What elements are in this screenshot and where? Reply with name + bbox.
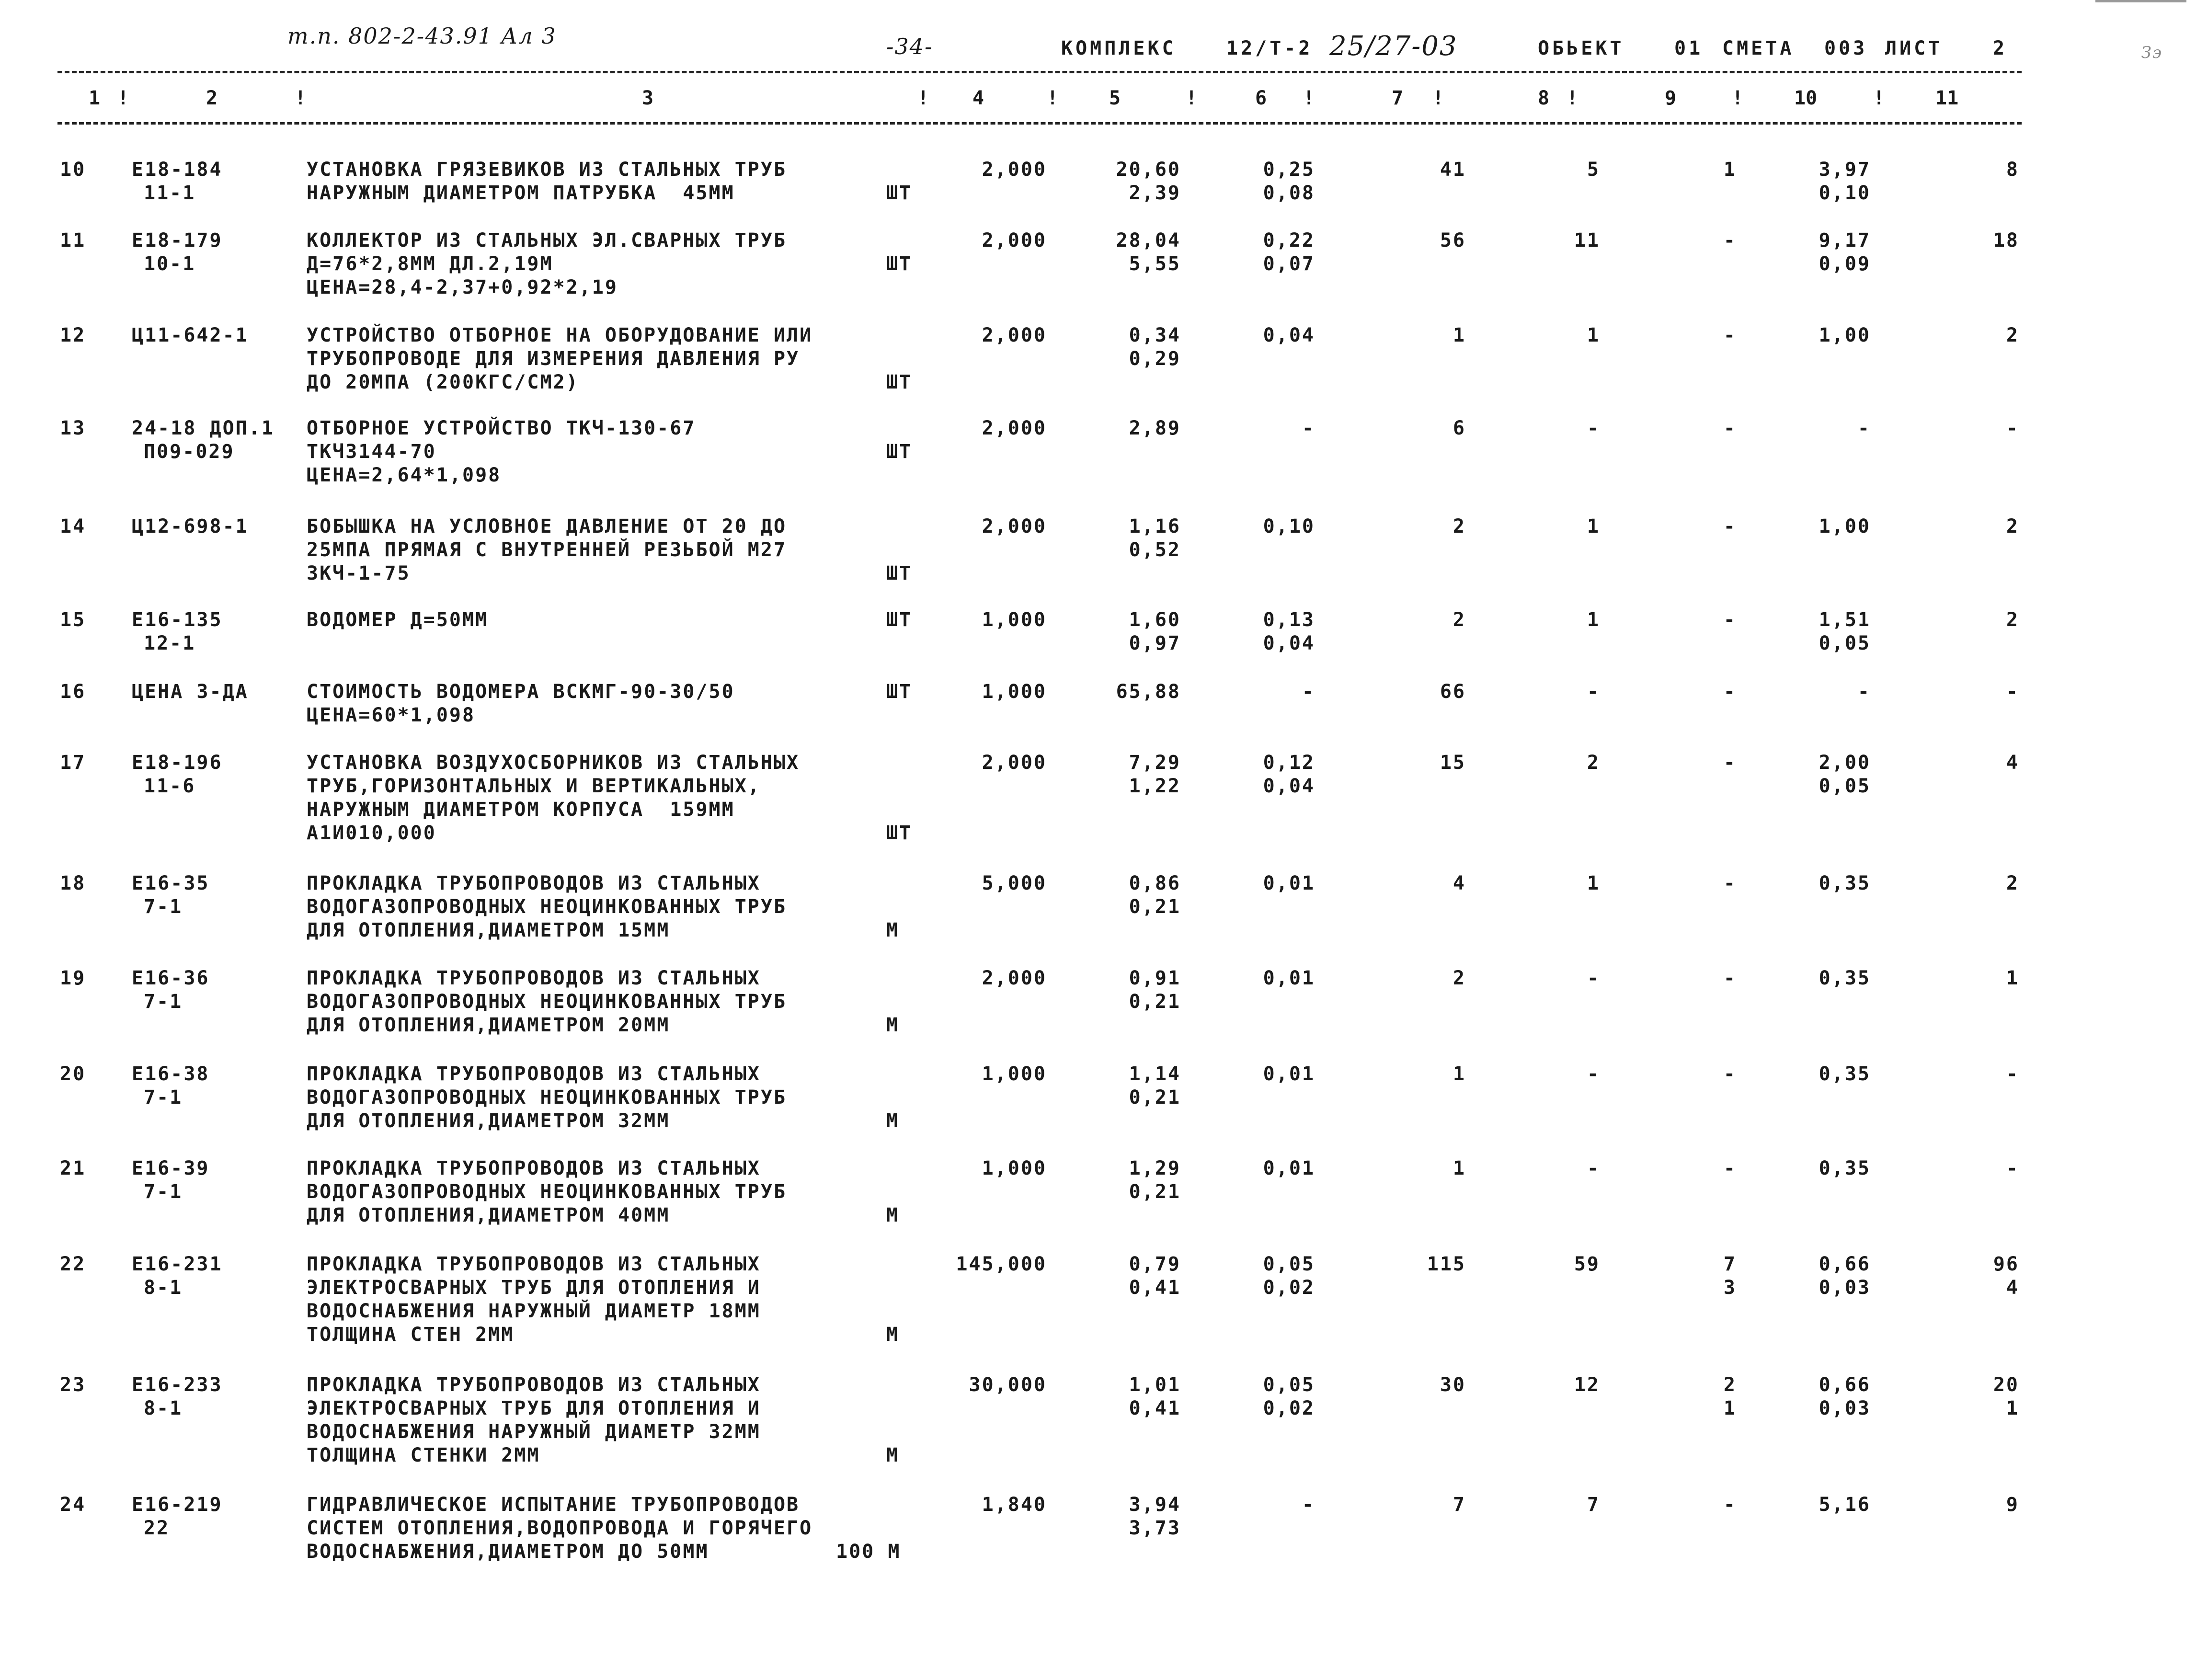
column-header-2: 2 xyxy=(206,87,218,109)
row-code: Е16-35 xyxy=(132,872,210,894)
row-col9: - xyxy=(1723,872,1737,894)
row-quantity: 2,000 xyxy=(982,752,1047,774)
row-description: НАРУЖНЫМ ДИАМЕТРОМ ПАТРУБКА 45ММ xyxy=(307,182,735,204)
row-code: Е16-38 xyxy=(132,1063,210,1085)
row-number: 17 xyxy=(60,752,86,774)
row-col11: 1 xyxy=(2006,1397,2019,1419)
row-col11: 1 xyxy=(2006,967,2019,989)
corner-rule xyxy=(2095,0,2186,2)
row-col7: 66 xyxy=(1440,681,1466,703)
row-col9: - xyxy=(1723,609,1737,631)
row-col5: 0,41 xyxy=(1129,1277,1181,1299)
row-col5: 1,22 xyxy=(1129,775,1181,797)
row-code: 11-6 xyxy=(144,775,196,797)
sheet-label: ЛИСТ xyxy=(1885,37,1943,59)
column-separator: ! xyxy=(1047,87,1059,109)
row-col9: 3 xyxy=(1723,1277,1737,1299)
row-code: Е18-184 xyxy=(132,159,223,181)
row-number: 12 xyxy=(60,324,86,346)
row-number: 21 xyxy=(60,1157,86,1179)
row-col5: 0,41 xyxy=(1129,1397,1181,1419)
row-code: Е16-233 xyxy=(132,1374,223,1396)
row-col10: 0,66 xyxy=(1819,1374,1871,1396)
row-quantity: 2,000 xyxy=(982,229,1047,251)
row-unit: 100 М xyxy=(836,1541,901,1563)
row-col10: - xyxy=(1857,681,1871,703)
row-col10: 0,66 xyxy=(1819,1253,1871,1275)
row-col5: 20,60 xyxy=(1116,159,1181,181)
row-description: ЭЛЕКТРОСВАРНЫХ ТРУБ ДЛЯ ОТОПЛЕНИЯ И xyxy=(307,1397,761,1419)
row-unit: ШТ xyxy=(886,822,913,844)
page-number: -34- xyxy=(886,34,933,59)
row-quantity: 2,000 xyxy=(982,324,1047,346)
row-description: Д=76*2,8ММ ДЛ.2,19М xyxy=(307,253,553,275)
row-col6: 0,05 xyxy=(1263,1374,1315,1396)
row-quantity: 2,000 xyxy=(982,417,1047,439)
row-col7: 7 xyxy=(1453,1494,1466,1516)
row-description: ПРОКЛАДКА ТРУБОПРОВОДОВ ИЗ СТАЛЬНЫХ xyxy=(307,1063,761,1085)
row-code: 24-18 ДОП.1 xyxy=(132,417,274,439)
row-col5: 0,29 xyxy=(1129,348,1181,370)
row-number: 19 xyxy=(60,967,86,989)
row-col6: - xyxy=(1302,1494,1315,1516)
row-col8: - xyxy=(1587,417,1600,439)
row-col11: 20 xyxy=(1993,1374,2019,1396)
row-col7: 15 xyxy=(1440,752,1466,774)
row-col10: 0,05 xyxy=(1819,632,1871,654)
row-unit: М xyxy=(886,1110,900,1132)
row-col9: - xyxy=(1723,752,1737,774)
row-description: ВОДОГАЗОПРОВОДНЫХ НЕОЦИНКОВАННЫХ ТРУБ xyxy=(307,991,787,1013)
row-col5: 1,16 xyxy=(1129,515,1181,537)
row-col8: - xyxy=(1587,1157,1600,1179)
row-quantity: 5,000 xyxy=(982,872,1047,894)
row-col5: 2,89 xyxy=(1129,417,1181,439)
row-description: ЭЛЕКТРОСВАРНЫХ ТРУБ ДЛЯ ОТОПЛЕНИЯ И xyxy=(307,1277,761,1299)
column-separator: ! xyxy=(295,87,307,109)
project-code: т.п. 802-2-43.91 Ал 3 xyxy=(287,23,557,49)
row-col11: 18 xyxy=(1993,229,2019,251)
row-code: 7-1 xyxy=(144,1086,183,1109)
row-description: ДЛЯ ОТОПЛЕНИЯ,ДИАМЕТРОМ 15ММ xyxy=(307,919,670,941)
row-number: 14 xyxy=(60,515,86,537)
row-col11: 4 xyxy=(2006,1277,2019,1299)
row-description: ЦЕНА=28,4-2,37+0,92*2,19 xyxy=(307,276,618,298)
corner-mark: Зэ xyxy=(2141,43,2162,62)
row-col8: 59 xyxy=(1574,1253,1600,1275)
row-quantity: 145,000 xyxy=(956,1253,1047,1275)
row-col7: 1 xyxy=(1453,1063,1466,1085)
row-col7: 1 xyxy=(1453,324,1466,346)
row-col7: 2 xyxy=(1453,515,1466,537)
row-number: 15 xyxy=(60,609,86,631)
row-col11: 9 xyxy=(2006,1494,2019,1516)
row-col5: 2,39 xyxy=(1129,182,1181,204)
row-col5: 3,94 xyxy=(1129,1494,1181,1516)
row-col7: 4 xyxy=(1453,872,1466,894)
row-number: 24 xyxy=(60,1494,86,1516)
row-description: ВОДОГАЗОПРОВОДНЫХ НЕОЦИНКОВАННЫХ ТРУБ xyxy=(307,896,787,918)
row-col5: 1,14 xyxy=(1129,1063,1181,1085)
estimate-code: 003 xyxy=(1824,37,1868,59)
row-col6: - xyxy=(1302,417,1315,439)
row-description: ДЛЯ ОТОПЛЕНИЯ,ДИАМЕТРОМ 32ММ xyxy=(307,1110,670,1132)
row-unit: М xyxy=(886,919,900,941)
row-description: ПРОКЛАДКА ТРУБОПРОВОДОВ ИЗ СТАЛЬНЫХ xyxy=(307,967,761,989)
row-col9: - xyxy=(1723,229,1737,251)
row-description: НАРУЖНЫМ ДИАМЕТРОМ КОРПУСА 159ММ xyxy=(307,799,735,821)
row-col5: 0,21 xyxy=(1129,991,1181,1013)
row-col8: 5 xyxy=(1587,159,1600,181)
row-col5: 7,29 xyxy=(1129,752,1181,774)
column-separator: ! xyxy=(1432,87,1444,109)
row-col7: 30 xyxy=(1440,1374,1466,1396)
row-quantity: 2,000 xyxy=(982,967,1047,989)
row-col10: 0,10 xyxy=(1819,182,1871,204)
row-code: 10-1 xyxy=(144,253,196,275)
row-description: ВОДОСНАБЖЕНИЯ НАРУЖНЫЙ ДИАМЕТР 18ММ xyxy=(307,1300,761,1322)
row-description: УСТАНОВКА ГРЯЗЕВИКОВ ИЗ СТАЛЬНЫХ ТРУБ xyxy=(307,159,787,181)
row-col9: - xyxy=(1723,967,1737,989)
row-description: ТОЛЩИНА СТЕН 2ММ xyxy=(307,1324,515,1346)
row-code: 8-1 xyxy=(144,1277,183,1299)
row-col10: 9,17 xyxy=(1819,229,1871,251)
row-description: ПРОКЛАДКА ТРУБОПРОВОДОВ ИЗ СТАЛЬНЫХ xyxy=(307,872,761,894)
row-col8: 1 xyxy=(1587,324,1600,346)
row-code: Е16-39 xyxy=(132,1157,210,1179)
row-col6: 0,10 xyxy=(1263,515,1315,537)
column-separator: ! xyxy=(1732,87,1744,109)
row-col11: - xyxy=(2006,681,2019,703)
row-number: 16 xyxy=(60,681,86,703)
row-number: 20 xyxy=(60,1063,86,1085)
row-col9: - xyxy=(1723,681,1737,703)
row-code: Е18-179 xyxy=(132,229,223,251)
row-col9: 7 xyxy=(1723,1253,1737,1275)
row-description: ЦЕНА=60*1,098 xyxy=(307,704,476,726)
row-col5: 0,21 xyxy=(1129,896,1181,918)
row-col6: 0,04 xyxy=(1263,324,1315,346)
complex-label: КОМПЛЕКС xyxy=(1061,37,1177,59)
row-description: ТРУБОПРОВОДЕ ДЛЯ ИЗМЕРЕНИЯ ДАВЛЕНИЯ РУ xyxy=(307,348,800,370)
row-col10: 0,35 xyxy=(1819,872,1871,894)
row-col10: 0,03 xyxy=(1819,1277,1871,1299)
row-quantity: 1,000 xyxy=(982,609,1047,631)
row-col6: 0,01 xyxy=(1263,872,1315,894)
column-separator: ! xyxy=(1303,87,1315,109)
row-col7: 41 xyxy=(1440,159,1466,181)
column-header-3: 3 xyxy=(642,87,654,109)
row-description: УСТРОЙСТВО ОТБОРНОЕ НА ОБОРУДОВАНИЕ ИЛИ xyxy=(307,324,813,346)
row-code: 12-1 xyxy=(144,632,196,654)
row-unit: ШТ xyxy=(886,182,913,204)
row-code: Ц12-698-1 xyxy=(132,515,249,537)
row-number: 22 xyxy=(60,1253,86,1275)
row-description: ВОДОСНАБЖЕНИЯ НАРУЖНЫЙ ДИАМЕТР 32ММ xyxy=(307,1421,761,1443)
row-quantity: 1,000 xyxy=(982,1063,1047,1085)
row-col10: 0,35 xyxy=(1819,967,1871,989)
row-quantity: 1,000 xyxy=(982,1157,1047,1179)
row-col10: - xyxy=(1857,417,1871,439)
row-unit: М xyxy=(886,1444,900,1466)
row-code: П09-029 xyxy=(144,441,235,463)
row-col5: 0,86 xyxy=(1129,872,1181,894)
row-col7: 1 xyxy=(1453,1157,1466,1179)
row-col9: - xyxy=(1723,1157,1737,1179)
row-col6: 0,04 xyxy=(1263,775,1315,797)
complex-code: 12/Т-2 xyxy=(1226,37,1313,59)
row-col5: 5,55 xyxy=(1129,253,1181,275)
row-col5: 0,91 xyxy=(1129,967,1181,989)
estimate-label: СМЕТА xyxy=(1722,37,1795,59)
row-col5: 0,34 xyxy=(1129,324,1181,346)
row-description: ПРОКЛАДКА ТРУБОПРОВОДОВ ИЗ СТАЛЬНЫХ xyxy=(307,1253,761,1275)
column-header-7: 7 xyxy=(1392,87,1404,109)
row-code: Е16-36 xyxy=(132,967,210,989)
row-description: КОЛЛЕКТОР ИЗ СТАЛЬНЫХ ЭЛ.СВАРНЫХ ТРУБ xyxy=(307,229,787,251)
complex-handwritten: 25/27-03 xyxy=(1329,31,1458,62)
row-number: 13 xyxy=(60,417,86,439)
row-description: ВОДОСНАБЖЕНИЯ,ДИАМЕТРОМ ДО 50ММ xyxy=(307,1541,709,1563)
row-col6: 0,04 xyxy=(1263,632,1315,654)
row-col6: 0,02 xyxy=(1263,1277,1315,1299)
row-col9: - xyxy=(1723,324,1737,346)
row-col9: - xyxy=(1723,1063,1737,1085)
row-col11: 2 xyxy=(2006,324,2019,346)
row-col7: 6 xyxy=(1453,417,1466,439)
column-header-1: 1 xyxy=(89,87,101,109)
row-col10: 5,16 xyxy=(1819,1494,1871,1516)
row-code: 7-1 xyxy=(144,991,183,1013)
row-unit: ШТ xyxy=(886,681,913,703)
row-code: Е16-135 xyxy=(132,609,223,631)
column-header-8: 8 xyxy=(1538,87,1550,109)
row-description: ГИДРАВЛИЧЕСКОЕ ИСПЫТАНИЕ ТРУБОПРОВОДОВ xyxy=(307,1494,800,1516)
row-col10: 0,35 xyxy=(1819,1063,1871,1085)
row-description: БОБЫШКА НА УСЛОВНОЕ ДАВЛЕНИЕ ОТ 20 ДО xyxy=(307,515,787,537)
row-col6: 0,25 xyxy=(1263,159,1315,181)
row-col5: 1,01 xyxy=(1129,1374,1181,1396)
column-header-10: 10 xyxy=(1794,87,1818,109)
row-col8: 1 xyxy=(1587,515,1600,537)
row-description: ТОЛЩИНА СТЕНКИ 2ММ xyxy=(307,1444,540,1466)
row-col8: 1 xyxy=(1587,609,1600,631)
row-unit: ШТ xyxy=(886,609,913,631)
row-col6: 0,12 xyxy=(1263,752,1315,774)
row-description: ТКЧ3144-70 xyxy=(307,441,436,463)
row-col8: 2 xyxy=(1587,752,1600,774)
header-rule-bottom xyxy=(57,122,2022,125)
row-quantity: 1,000 xyxy=(982,681,1047,703)
row-code: Е16-231 xyxy=(132,1253,223,1275)
column-header-5: 5 xyxy=(1109,87,1121,109)
row-col8: 11 xyxy=(1574,229,1600,251)
row-code: 8-1 xyxy=(144,1397,183,1419)
row-col5: 0,52 xyxy=(1129,539,1181,561)
row-col9: - xyxy=(1723,1494,1737,1516)
row-description: СТОИМОСТЬ ВОДОМЕРА ВСКМГ-90-30/50 xyxy=(307,681,735,703)
row-col6: 0,22 xyxy=(1263,229,1315,251)
row-col11: 96 xyxy=(1993,1253,2019,1275)
row-col8: - xyxy=(1587,967,1600,989)
row-code: 7-1 xyxy=(144,1181,183,1203)
row-quantity: 2,000 xyxy=(982,515,1047,537)
column-header-9: 9 xyxy=(1665,87,1677,109)
row-col11: 2 xyxy=(2006,872,2019,894)
row-description: ЦЕНА=2,64*1,098 xyxy=(307,464,502,486)
row-quantity: 1,840 xyxy=(982,1494,1047,1516)
row-col7: 56 xyxy=(1440,229,1466,251)
row-col6: 0,02 xyxy=(1263,1397,1315,1419)
row-col6: 0,07 xyxy=(1263,253,1315,275)
column-header-4: 4 xyxy=(972,87,984,109)
row-col7: 115 xyxy=(1427,1253,1466,1275)
row-unit: ШТ xyxy=(886,441,913,463)
row-description: А1И010,000 xyxy=(307,822,436,844)
row-col11: - xyxy=(2006,417,2019,439)
row-code: Ц11-642-1 xyxy=(132,324,249,346)
row-quantity: 2,000 xyxy=(982,159,1047,181)
row-description: ТРУБ,ГОРИЗОНТАЛЬНЫХ И ВЕРТИКАЛЬНЫХ, xyxy=(307,775,761,797)
row-description: УСТАНОВКА ВОЗДУХОСБОРНИКОВ ИЗ СТАЛЬНЫХ xyxy=(307,752,800,774)
column-separator: ! xyxy=(1567,87,1578,109)
row-col10: 2,00 xyxy=(1819,752,1871,774)
object-code: 01 xyxy=(1674,37,1704,59)
row-col11: 4 xyxy=(2006,752,2019,774)
row-unit: М xyxy=(886,1324,900,1346)
row-description: ЗКЧ-1-75 xyxy=(307,562,411,584)
row-col10: 3,97 xyxy=(1819,159,1871,181)
row-description: ВОДОМЕР Д=50ММ xyxy=(307,609,489,631)
row-col6: 0,01 xyxy=(1263,1063,1315,1085)
row-col9: - xyxy=(1723,515,1737,537)
row-description: ОТБОРНОЕ УСТРОЙСТВО ТКЧ-130-67 xyxy=(307,417,696,439)
row-col5: 1,60 xyxy=(1129,609,1181,631)
row-col8: - xyxy=(1587,1063,1600,1085)
row-col9: - xyxy=(1723,417,1737,439)
row-description: ВОДОГАЗОПРОВОДНЫХ НЕОЦИНКОВАННЫХ ТРУБ xyxy=(307,1181,787,1203)
column-separator: ! xyxy=(1186,87,1198,109)
row-col11: 8 xyxy=(2006,159,2019,181)
row-description: ПРОКЛАДКА ТРУБОПРОВОДОВ ИЗ СТАЛЬНЫХ xyxy=(307,1157,761,1179)
row-col6: - xyxy=(1302,681,1315,703)
sheet-number: 2 xyxy=(1993,37,2008,59)
column-header-6: 6 xyxy=(1255,87,1267,109)
row-number: 11 xyxy=(60,229,86,251)
column-header-11: 11 xyxy=(1935,87,1959,109)
row-unit: М xyxy=(886,1014,900,1036)
row-col10: 1,00 xyxy=(1819,324,1871,346)
column-separator: ! xyxy=(117,87,129,109)
row-col9: 1 xyxy=(1723,1397,1737,1419)
row-col10: 0,03 xyxy=(1819,1397,1871,1419)
object-label: ОБЬЕКТ xyxy=(1538,37,1624,59)
row-unit: ШТ xyxy=(886,253,913,275)
row-col5: 0,21 xyxy=(1129,1181,1181,1203)
row-unit: М xyxy=(886,1204,900,1226)
row-code: Е16-219 xyxy=(132,1494,223,1516)
column-separator: ! xyxy=(1873,87,1885,109)
row-col9: 1 xyxy=(1723,159,1737,181)
row-col5: 1,29 xyxy=(1129,1157,1181,1179)
row-col5: 0,79 xyxy=(1129,1253,1181,1275)
row-number: 23 xyxy=(60,1374,86,1396)
row-col11: - xyxy=(2006,1063,2019,1085)
row-code: ЦЕНА 3-ДА xyxy=(132,681,249,703)
row-quantity: 30,000 xyxy=(969,1374,1047,1396)
row-col9: 2 xyxy=(1723,1374,1737,1396)
row-description: ВОДОГАЗОПРОВОДНЫХ НЕОЦИНКОВАННЫХ ТРУБ xyxy=(307,1086,787,1109)
row-code: 11-1 xyxy=(144,182,196,204)
row-description: 25МПА ПРЯМАЯ С ВНУТРЕННЕЙ РЕЗЬБОЙ М27 xyxy=(307,539,787,561)
row-col10: 0,05 xyxy=(1819,775,1871,797)
row-col11: 2 xyxy=(2006,515,2019,537)
row-description: СИСТЕМ ОТОПЛЕНИЯ,ВОДОПРОВОДА И ГОРЯЧЕГО xyxy=(307,1517,813,1539)
row-number: 18 xyxy=(60,872,86,894)
row-number: 10 xyxy=(60,159,86,181)
row-description: ДЛЯ ОТОПЛЕНИЯ,ДИАМЕТРОМ 20ММ xyxy=(307,1014,670,1036)
row-col10: 0,09 xyxy=(1819,253,1871,275)
row-col5: 0,97 xyxy=(1129,632,1181,654)
row-col8: 12 xyxy=(1574,1374,1600,1396)
row-col7: 2 xyxy=(1453,609,1466,631)
row-code: 7-1 xyxy=(144,896,183,918)
row-col7: 2 xyxy=(1453,967,1466,989)
row-col10: 1,00 xyxy=(1819,515,1871,537)
row-unit: ШТ xyxy=(886,562,913,584)
row-col11: 2 xyxy=(2006,609,2019,631)
row-col10: 1,51 xyxy=(1819,609,1871,631)
row-col10: 0,35 xyxy=(1819,1157,1871,1179)
row-col8: 7 xyxy=(1587,1494,1600,1516)
row-col8: - xyxy=(1587,681,1600,703)
row-description: ПРОКЛАДКА ТРУБОПРОВОДОВ ИЗ СТАЛЬНЫХ xyxy=(307,1374,761,1396)
row-unit: ШТ xyxy=(886,371,913,393)
row-col6: 0,01 xyxy=(1263,1157,1315,1179)
header-rule-top xyxy=(57,71,2022,73)
row-col5: 65,88 xyxy=(1116,681,1181,703)
row-code: 22 xyxy=(144,1517,170,1539)
row-col5: 3,73 xyxy=(1129,1517,1181,1539)
row-description: ДЛЯ ОТОПЛЕНИЯ,ДИАМЕТРОМ 40ММ xyxy=(307,1204,670,1226)
row-col6: 0,05 xyxy=(1263,1253,1315,1275)
row-code: Е18-196 xyxy=(132,752,223,774)
row-col5: 0,21 xyxy=(1129,1086,1181,1109)
column-separator: ! xyxy=(917,87,929,109)
row-col6: 0,13 xyxy=(1263,609,1315,631)
row-col8: 1 xyxy=(1587,872,1600,894)
row-description: ДО 20МПА (200КГС/СМ2) xyxy=(307,371,579,393)
row-col5: 28,04 xyxy=(1116,229,1181,251)
row-col6: 0,01 xyxy=(1263,967,1315,989)
row-col11: - xyxy=(2006,1157,2019,1179)
row-col6: 0,08 xyxy=(1263,182,1315,204)
